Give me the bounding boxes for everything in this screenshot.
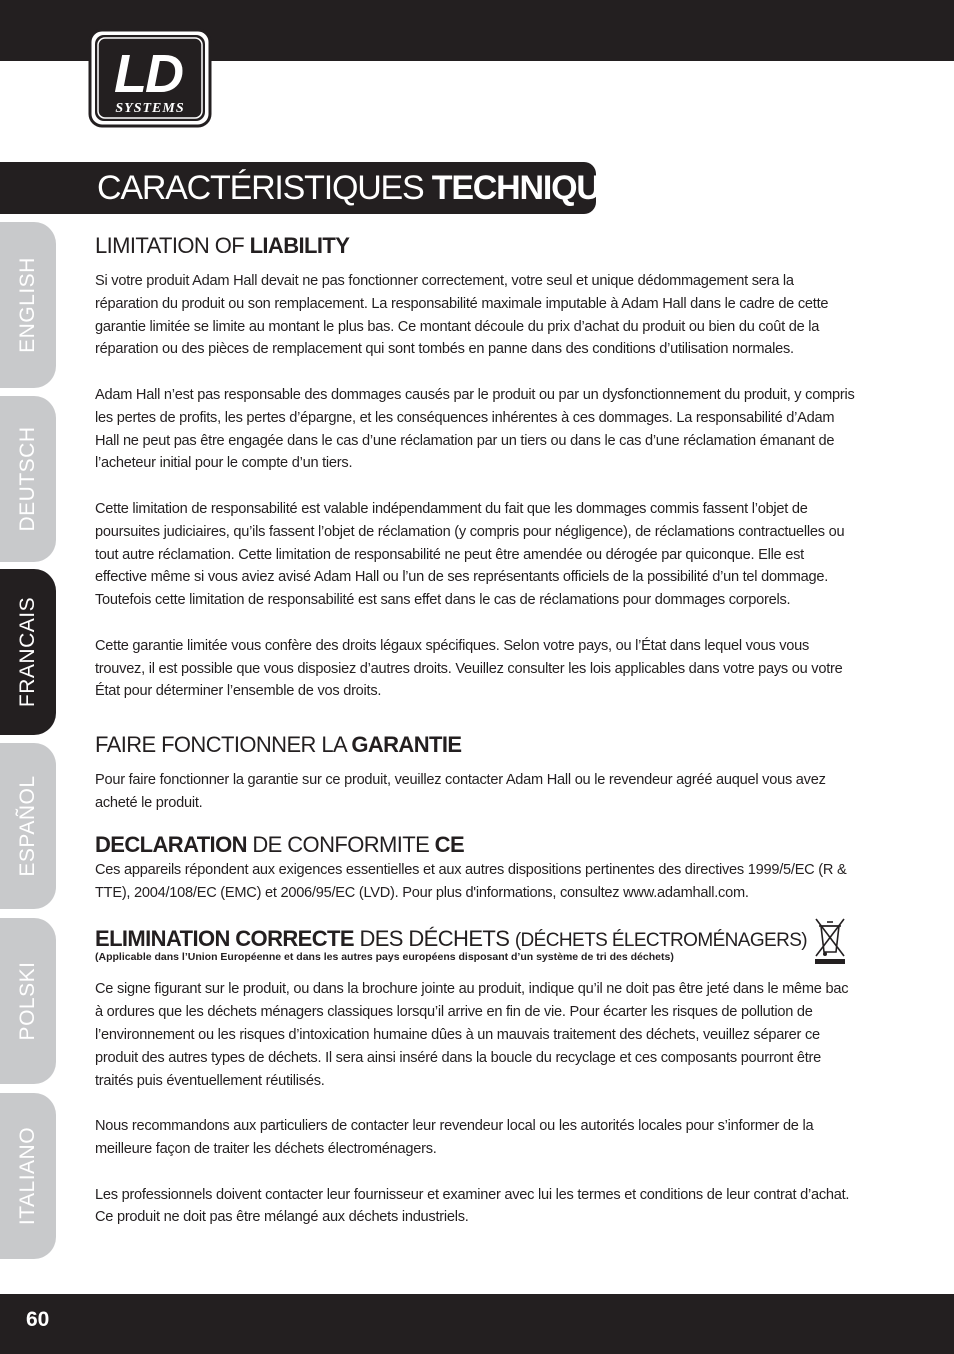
tab-polski[interactable]: POLSKI [0,918,56,1084]
ld-systems-logo [88,28,212,128]
tab-espanol[interactable]: ESPAÑOL [0,743,56,909]
tab-english[interactable]: ENGLISH [0,222,56,388]
svg-text:SYSTEMS: SYSTEMS [115,101,185,116]
liability-heading: LIMITATION OF LIABILITY [95,233,350,258]
disposal-note: (Applicable dans l’Union Européenne et dans les autres pays européens disposant d’un système de tri des déchets) [95,951,674,964]
tab-italiano[interactable]: ITALIANO [0,1093,56,1259]
liability-paragraph-3: Cette limitation de responsabilité est valable indépendamment du fait que les dommages commis fassent l’objet de poursuites judiciaires, qu’ils fassent l’objet de réclamation (y compris pour négligence), de réclamations contractuelles ou tout autre réclamation. Cette limitation de responsabilité ne peut être amendée ou dérogée par quiconque. Elle est effective même si vous aviez avisé Adam Hall ou l’un de ses représentants officiels de la possibilité d’un tel dommage. Toutefois cette limitation de responsabilité est sans effet dans le cas de réclamations pour dommages corporels. [95,500,845,609]
disposal-paragraph-3: Les professionnels doivent contacter leur fournisseur et examiner avec lui les termes et conditions de leur contrat d’achat. Ce produit ne doit pas être mélangé aux déchets industriels. [95,1186,850,1226]
bottom-bar [0,1294,954,1354]
liability-paragraph-2: Adam Hall n’est pas responsable des dommages causés par le produit ou par un dysfonctionnement du produit, y compris les pertes de profits, les pertes d’épargne, et les conséquences inhérentes à ces dommages. La responsabilité d’Adam Hall ne peut pas être engagée dans le cas d’une réclamation par un tiers ou dans le cas d’une réclamation émanant de l’acheteur initial pour le compte d’un tiers. [95,386,855,472]
crossed-out-bin-icon [813,916,847,964]
page-title: CARACTÉRISTIQUES TECHNIQUES: [0,162,596,214]
ce-heading: DECLARATION DE CONFORMITE CE [95,831,465,857]
disposal-heading: ELIMINATION CORRECTE DES DÉCHETS (DÉCHETS ÉLECTROMÉNAGERS) [95,916,857,964]
svg-text:LD: LD [114,44,182,104]
warranty-paragraph: Pour faire fonctionner la garantie sur ce produit, veuillez contacter Adam Hall ou le revendeur agréé auquel vous avez acheté le produit. [95,772,826,811]
disposal-paragraph-1: Ce signe figurant sur le produit, ou dans la brochure jointe au produit, indique qu’il ne doit pas être jeté dans le même bac à ordures que les déchets ménagers classiques lorsqu’il arrive en fin de vie. Pour écarter les risques de pollution de l’environnement ou les risques d’intoxication humaine dûes à un mauvais traitement des déchets, veuillez séparer ce produit des autres types de déchets. Il sera ainsi inséré dans la boucle du recyclage et ces composants pourront être traités puis éventuellement réutilisés. [95,981,849,1089]
tab-francais[interactable]: FRANCAIS [0,569,56,735]
page-number: 60 [26,1308,50,1331]
liability-paragraph-4: Cette garantie limitée vous confère des droits légaux spécifiques. Selon votre pays, ou l’État dans lequel vous vous trouvez, il est possible que vous disposiez d’autres droits. Veuillez consulter les lois applicables dans votre pays ou votre État pour déterminer l’ensemble de vos droits. [95,637,843,700]
main-content [95,232,857,1229]
warranty-heading: FAIRE FONCTIONNER LA GARANTIE [95,732,462,758]
disposal-paragraph-2: Nous recommandons aux particuliers de contacter leur revendeur local ou les autorités locales pour s’informer de la meilleure façon de traiter les déchets électroménagers. [95,1118,814,1157]
tab-deutsch[interactable]: DEUTSCH [0,396,56,562]
ce-paragraph: Ces appareils répondent aux exigences essentielles et aux autres dispositions pertinentes des directives 1999/5/EC (R & TTE), 2004/108/EC (EMC) et 2006/95/EC (LVD). Pour plus d'informations, consultez www.adamhall.com. [95,861,847,901]
liability-paragraph-1: Si votre produit Adam Hall devait ne pas fonctionner correctement, votre seul et unique dédommagement sera la réparation du produit ou son remplacement. La responsabilité maximale imputable à Adam Hall dans le cadre de cette garantie limitée se limite au montant le plus bas. Ce montant découle du prix d’achat du produit ou bien du coût de la réparation ou des pièces de remplacement qui sont tombés en panne dans des conditions d’utilisation normales. [95,273,829,358]
